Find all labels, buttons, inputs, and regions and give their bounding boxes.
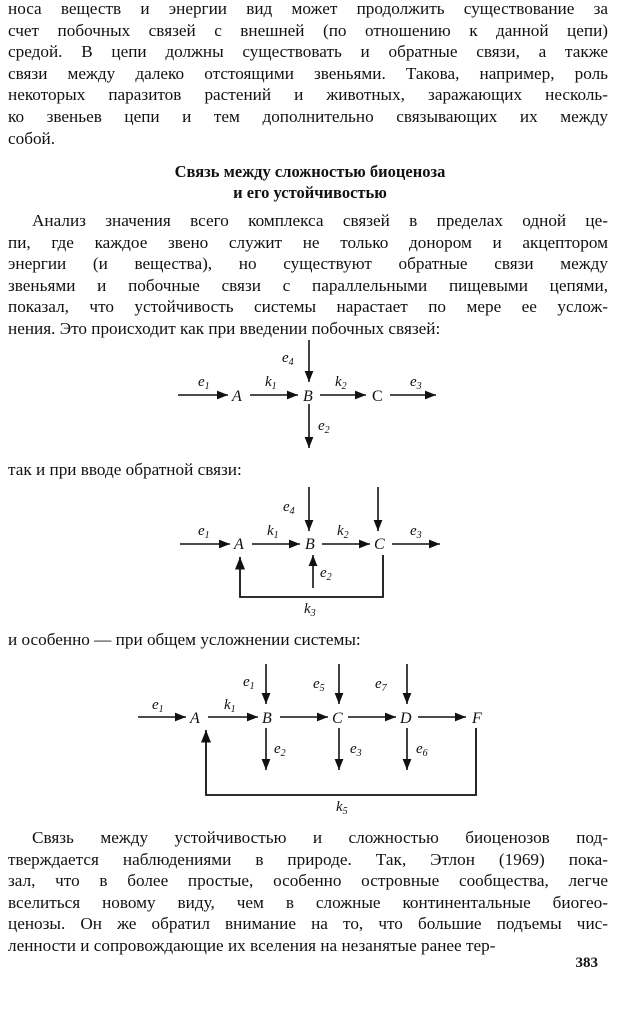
- label-e1: $e_1$: [152, 697, 164, 715]
- label-e3: $e_3$: [410, 374, 422, 392]
- node-f: F: [472, 710, 482, 727]
- label-e6: $e_6$: [416, 741, 428, 759]
- lead-complexity: и особенно — при общем усложнении системы:: [8, 630, 361, 649]
- label-e2: $e_2$: [318, 418, 330, 436]
- label-e4: $e_4$: [282, 350, 294, 368]
- label-e1-top: $e_1$: [243, 674, 255, 692]
- paragraph-analysis: [8, 210, 608, 340]
- feedback-loop-k5: [206, 728, 476, 795]
- node-b: B: [305, 536, 315, 553]
- label-e5: $e_5$: [313, 676, 325, 694]
- text-line: [8, 210, 608, 232]
- text-line: [8, 935, 608, 957]
- line-text: носа веществ и энергии вид может продолжить существование за: [8, 0, 608, 18]
- line-text: энергии (и вещества), но существуют обратные связи между: [8, 254, 608, 274]
- line-text: пи, где каждое звено служит не только донором и акцептором: [8, 232, 608, 252]
- node-a: A: [232, 388, 242, 405]
- label-e2: $e_2$: [274, 741, 286, 759]
- label-e7: $e_7$: [375, 676, 387, 694]
- text-line: [8, 20, 608, 42]
- node-c: C: [372, 388, 383, 405]
- label-k2: $k_2$: [335, 374, 347, 392]
- line-text: Связь между устойчивостью и сложностью биоценозов под-: [32, 828, 608, 847]
- label-k1: $k_1$: [224, 697, 236, 715]
- section-heading: [0, 161, 620, 203]
- text-line: [8, 892, 608, 914]
- page-number: 383: [575, 955, 598, 971]
- text-line: [8, 849, 608, 871]
- node-b: B: [303, 388, 313, 405]
- line-text: звеньями и побочные связи с параллельными пищевыми цепями,: [8, 275, 608, 295]
- diagram-complex-system: [0, 662, 620, 822]
- text-line: [8, 913, 608, 935]
- text-line: [8, 84, 608, 106]
- diagram-side-links: [0, 338, 620, 458]
- paragraph-observations: [8, 827, 608, 957]
- label-e3: $e_3$: [350, 741, 362, 759]
- line-text: ко звеньев цепи и тем дополнительно связывающих их между: [8, 106, 608, 126]
- line-text: счет побочных связей с внешней (по отношению к данной цепи): [8, 20, 608, 40]
- diagram-feedback: [0, 485, 620, 620]
- node-d: D: [400, 710, 412, 727]
- label-k1: $k_1$: [265, 374, 277, 392]
- label-k1: $k_1$: [267, 523, 279, 541]
- node-b: B: [262, 710, 272, 727]
- node-a: A: [234, 536, 244, 553]
- line-text: вселиться новому виду, чем в сложные континентальные биогео-: [8, 892, 608, 912]
- label-k5: $k_5$: [336, 799, 348, 817]
- paragraph-intro: [8, 0, 608, 149]
- line-text: связи между далеко отстоящими звеньями. Такова, например, роль: [8, 63, 608, 83]
- text-line: [8, 870, 608, 892]
- line-text: нения. Это происходит как при введении побочных связей:: [8, 318, 441, 338]
- text-line: [8, 275, 608, 297]
- line-text: собой.: [8, 128, 56, 148]
- line-text: ценозы. Он же обратил внимание на то, что большие подъемы чис-: [8, 914, 608, 934]
- text-line: [8, 232, 608, 254]
- lead-feedback: так и при вводе обратной связи:: [8, 460, 242, 479]
- label-k3: $k_3$: [304, 601, 316, 619]
- line-text: средой. В цепи должны существовать и обратные связи, а также: [8, 42, 608, 62]
- text-line: [8, 41, 608, 63]
- label-e1: $e_1$: [198, 374, 210, 392]
- node-c: C: [332, 710, 343, 727]
- line-text: тверждается наблюдениями в природе. Так, Этлон (1969) пока-: [8, 849, 608, 869]
- label-e2: $e_2$: [320, 565, 332, 583]
- text-line: [8, 106, 608, 128]
- heading-line-1: Связь между сложностью биоценоза: [174, 162, 446, 181]
- label-e3: $e_3$: [410, 523, 422, 541]
- label-e4: $e_4$: [283, 499, 295, 517]
- text-line: [8, 318, 608, 340]
- label-k2: $k_2$: [337, 523, 349, 541]
- label-e1: $e_1$: [198, 523, 210, 541]
- text-line: [8, 0, 608, 20]
- line-text: ленности и сопровождающие их вселения на незанятые ранее тер-: [8, 935, 496, 955]
- line-text: зал, что в более простые, особенно островные сообщества, легче: [8, 871, 608, 891]
- line-text: показал, что устойчивость системы нарастает по мере ее услож-: [8, 297, 608, 317]
- node-a: A: [190, 710, 200, 727]
- feedback-loop-k3: [240, 555, 383, 597]
- heading-line-2: и его устойчивостью: [233, 183, 387, 202]
- node-c: C: [374, 536, 385, 553]
- text-line: [8, 63, 608, 85]
- text-line: [8, 296, 608, 318]
- line-text: Анализ значения всего комплекса связей в пределах одной це-: [32, 211, 608, 230]
- text-line: [8, 827, 608, 849]
- text-line: [8, 128, 608, 150]
- text-line: [8, 253, 608, 275]
- line-text: некоторых паразитов растений и животных, заражающих несколь-: [8, 85, 608, 105]
